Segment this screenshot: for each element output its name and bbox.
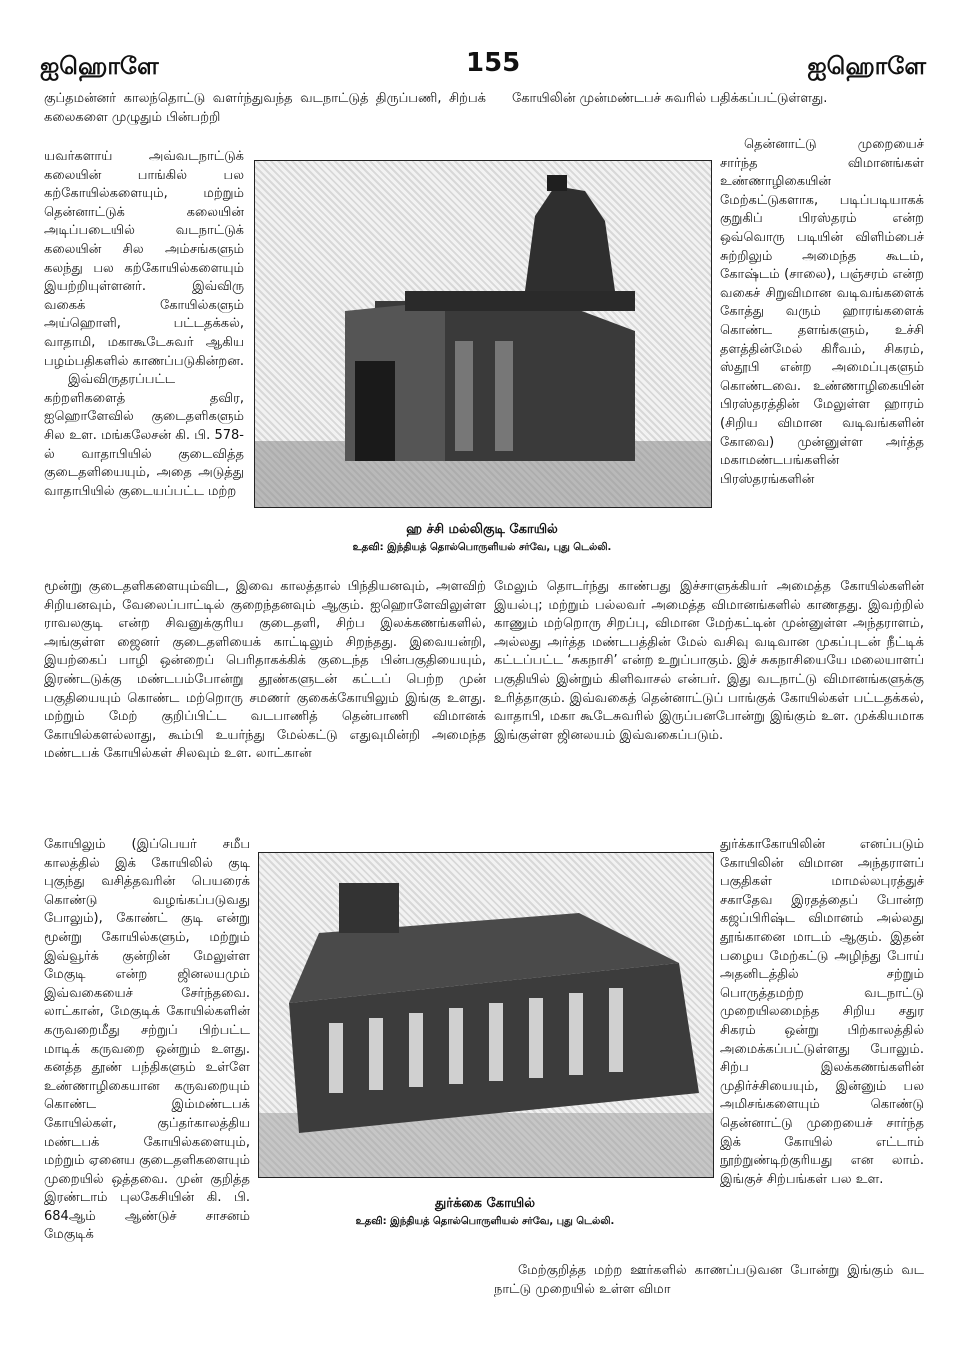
photo-1-credit: உதவி: இந்தியத் தொல்பொருளியல் சர்வே, புது டெல்லி. <box>352 542 612 553</box>
temple-photo-2 <box>258 852 714 1178</box>
temple-photo-1 <box>254 160 712 508</box>
paragraph: துர்க்காகோயிலின் எனப்படும் கோயிலின் விமான அந்தராளப் பகுதிகள் மாமல்லபுரத்துச் சகாதேவ இரதத்தைப் போன்ற கஜப்பிரிஷ்ட விமானம் அல்லது தூங்கானை மாடம் ஆகும். இதன் பழைய மேற்கட்டு அழிந்து போய் அதனிடத்தில் சற்றும் பொருத்தமற்ற வடநாட்டு முறையிலமைந்த சிறிய சதுர சிகரம் ஒன்று பிற்காலத்தில் அமைக்கப்பட்டுள்ளது போலும். சிற்ப இலக்கணங்களின் முதிர்ச்சியையும், இன்னும் பல அமிசங்களையும் கொண்டு தென்னாட்டு முறையைச் சார்ந்த இக் கோயில் எட்டாம் நூற்றுண்டிற்குரியது என லாம். இங்குச் சிற்பங்கள் பல உள. <box>720 837 924 1187</box>
paragraph: குப்தமன்னர் காலந்தொட்டு வளர்ந்துவந்த வடநாட்டுத் திருப்பணி, சிற்பக் கலைகளை முழுதும் பின்பற்றி <box>44 91 486 125</box>
photo-2-credit: உதவி: இந்தியத் தொல்பொருளியல் சர்வே, புது டெல்லி. <box>355 1216 615 1227</box>
paragraph: தென்னாட்டு முறையைச் சார்ந்த விமானங்கள் உண்ணாழிகையின் மேற்கட்டுகளாக, படிப்படியாகக் குறுகிப் பிரஸ்தரம் என்ற ஒவ்வொரு படியின் விளிம்பைச் சுற்றிலும் அமைந்த கூடம், கோஷ்டம் (சாலை), பஞ்சரம் என்ற வகைச் சிறுவிமான வடிவங்களைக் கோத்து வரும் ஹாரங்களைக் கொண்ட தளங்களும், உச்சி தளத்தின்மேல் கிரீவம், சிகரம், ஸ்தூபி என்ற அமைப்புகளும் கொண்டவை. உண்ணாழிகையின் பிரஸ்தரத்தின் மேலுள்ள ஹாரம் (சிறிய விமான வடிவங்களின் கோவை) முன்னுள்ள அர்த்த மகாமண்டபங்களின் பிரஸ்தரங்களின் <box>720 137 924 487</box>
running-head-right: ஐஹொளே <box>807 52 926 80</box>
paragraph: கோயிலின் முன்மண்டபச் சுவரில் பதிக்கப்பட்டுள்ளது. <box>512 91 828 106</box>
text-block-top-right <box>512 90 924 130</box>
running-head-left: ஐஹொளே <box>40 52 159 80</box>
text-block-top-left <box>44 90 486 148</box>
text-block-bottom-right <box>720 836 924 1256</box>
text-block-right-column <box>720 136 924 564</box>
text-block-middle-right <box>494 578 924 840</box>
paragraph: மேலும் தொடர்ந்து காண்பது இச்சாளுக்கியர் அமைத்த கோயில்களின் இயல்பு; மற்றும் பல்லவர் அமைத்த விமானங்களில் காணதது. இவற்றில் காணும் மற்றொரு சிறப்பு, விமான மேற்கட்டின் முன்னுள்ள அந்தராளம், அல்லது அர்த்த மண்டபத்தின் மேல் வசிவு வடிவான முகப்புடன் நீட்டிக் கட்டப்பட்ட ‘சுகநாசி’ என்ற உறுப்பாகும். இச் சுகநாசியையே மலையாளப் பகுதியில் இன்றும் கிளிவாசல் என்பர். இது வடநாட்டு விமானங்களுக்கு உரித்தாகும். இவ்வகைத் தென்னாட்டுப் பாங்குக் கோயில்கள் பட்டதக்கல், வாதாபி, மகா கூடேசுவரில் இருப்பனபோன்று இங்கும் உள. முக்கியமாக இங்குள்ள ஜினலயம் இவ்வகைப்படும். <box>494 579 924 743</box>
text-block-bottom-middle <box>494 1262 924 1322</box>
temple-illustration-1 <box>255 161 711 507</box>
page-number: 155 <box>466 48 521 78</box>
paragraph: மூன்று குடைதளிகளையும்விட, இவை காலத்தால் பிந்தியனவும், அளவிற் சிறியனவும், வேலைப்பாட்டில் குறைந்தனவும் ஆகும். ஐஹொளேவிலுள்ள ராவலகுடி என்ற சிவனுக்குரிய குடைதளி, சிற்ப இலக்கணங்களில், அங்குள்ள ஜைனர் குடைதளியைக் காட்டிலும் சிறந்தது. இவையன்றி, இயற்கைப் பாழி ஒன்றைப் பெரிதாகக்கிக் குடைந்த பின்பகுதியையும், இரண்டடுக்கு மண்டபம்போன்று தூண்களுடன் கட்டப் பெற்ற முன் பகுதியையும் கொண்ட மற்றொரு சமணர் குகைக்கோயிலும் இங்கு உளது. மற்றும் மேற் குறிப்பிட்ட வடபாணித் தென்பாணி விமானக் கோயில்களல்லாது, கூம்பி உயர்ந்து மேல்கட்டு எதுவுமின்றி அமைந்த மண்டபக் கோயில்கள் சிலவும் உள. லாட்கான் <box>44 579 486 762</box>
text-block-bottom-left <box>44 836 250 1316</box>
temple-illustration-2 <box>259 853 713 1177</box>
text-block-middle-left <box>44 578 486 840</box>
paragraph: கோயிலும் (இப்பெயர் சமீப காலத்தில் இக் கோயிலில் குடி புகுந்து வசித்தவரின் பெயரைக் கொண்டு வழங்கப்படுவது போலும்), கோண்ட் குடி என்று மூன்று கோயில்களும், மற்றும் இவ்வூர்க் குன்றின் மேலுள்ள மேகுடி என்ற ஜினலயமும் இவ்வகையைச் சேர்ந்தவை. லாட்கான், மேகுடிக் கோயில்களின் கருவறைமீது சற்றுப் பிற்பட்ட மாடிக் கருவறை ஒன்றும் உளது. கனத்த தூண் பந்திகளும் உள்ளே உண்ணாழிகையான கருவறையும் கொண்ட இம்மண்டபக் கோயில்கள், குப்தர்காலத்திய மண்டபக் கோயில்களையும், மற்றும் ஏனைய குடைதளிகளையும் முறையில் ஒத்தவை. முன் குறித்த இரண்டாம் புலகேசியின் கி. பி. 684ஆம் ஆண்டுச் சாசனம் மேகுடிக் <box>44 837 250 1243</box>
photo-1-caption: ஹ ச்சி மல்லிகுடி கோயில் <box>406 522 558 537</box>
paragraph: யவர்களாய் அவ்வடநாட்டுக் கலையின் பாங்கில் பல கற்கோயில்களையும், மற்றும் தென்னாட்டுக் கலையின் அடிப்படையில் வடநாட்டுக் கலையின் சில அம்சங்களும் கலந்து பல கற்கோயில்களையும் இயற்றியுள்ளனர். இவ்விரு வகைக் கோயில்களும் அய்ஹொளி, பட்டதக்கல், வாதாமி, மகாகூடேசுவர் ஆகிய பழம்பதிகளில் காணப்படுகின்றன. <box>44 149 244 369</box>
text-block-left-column <box>44 148 244 578</box>
photo-2-caption: துர்க்கை கோயில் <box>435 1196 535 1211</box>
paragraph: இவ்விருதரப்பட்ட கற்றளிகளைத் தவிர, ஐஹொளேவில் குடைதளிகளும் சில உள. மங்கலேசன் கி. பி. 578-ல் வாதாபியில் குடைவித்த குடைதளியையும், அதை அடுத்து வாதாபியில் குடையப்பட்ட மற்ற <box>44 372 244 499</box>
paragraph: மேற்குறித்த மற்ற ஊர்களில் காணப்படுவன போன்று இங்கும் வட நாட்டு முறையில் உள்ள விமா <box>494 1263 924 1297</box>
